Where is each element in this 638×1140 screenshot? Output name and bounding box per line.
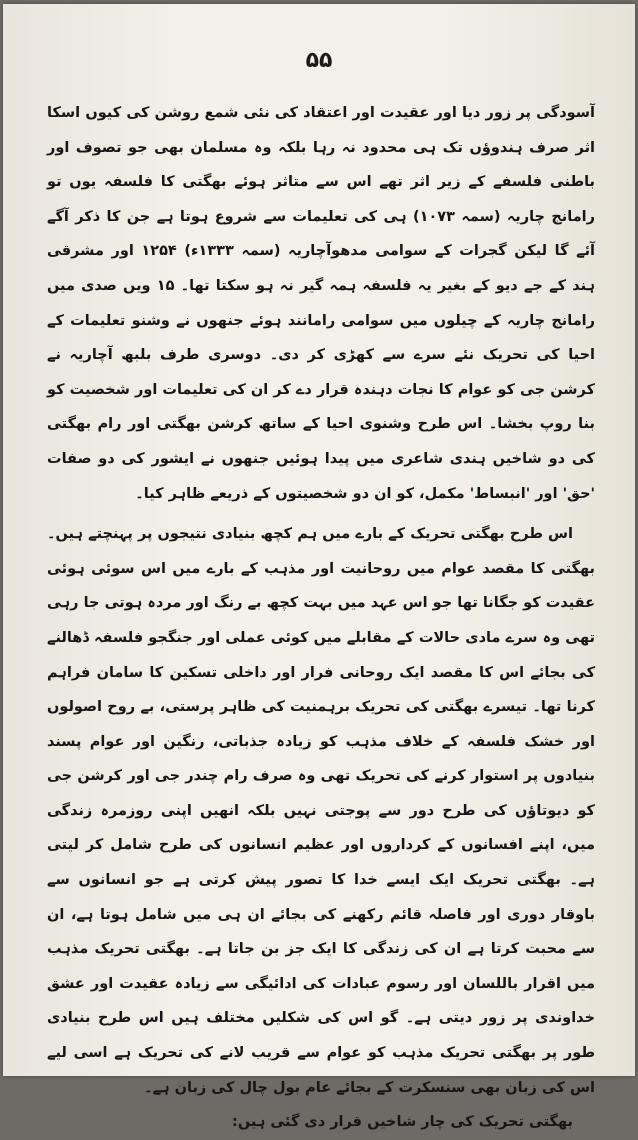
- page-body: [47, 96, 595, 1140]
- page-number: ۵۵: [305, 48, 333, 73]
- paragraph-1: آسودگی پر زور دیا اور عقیدت اور اعتقاد کی نئی شمع روشن کی کیوں اسکا اثر صرف ہندوؤں تک ہی محدود نہ رہا بلکہ وہ مسلمان بھی جو تصوف اور باطنی فلسفے کے زیر اثر تھے اس سے متاثر ہوئے بھگتی کا فلسفہ یوں تو رامانج چاریہ (سمہ ۱۰۷۳) ہی کی تعلیمات سے شروع ہوتا ہے جن کا ذکر آگے آئے گا لیکن گجرات کے سوامی مدھوآچاریہ (سمہ ۱۳۳۳ء) ۱۲۵۴ اور مشرقی ہند کے جے دیو کے بغیر یہ فلسفہ ہمہ گیر نہ ہو سکتا تھا۔ ۱۵ ویں صدی میں رامانج چاریہ کے چیلوں میں سوامی رامانند ہوئے جنھوں نے وشنو تعلیمات کے احیا کی تحریک نئے سرے سے کھڑی کر دی۔ دوسری طرف بلبھ آچاریہ نے کرشن جی کو عوام کا نجات دہندہ قرار دے کر ان کی تعلیمات اور شخصیت کو بنا روپ بخشا۔ اس طرح وشنوی احیا کے ساتھ کرشن بھگتی اور رام بھگتی کی دو شاخیں ہندی شاعری میں پیدا ہوئیں جنھوں نے ایشور کی دو صفات 'حق' اور 'انبساط' مکمل، کو ان دو شخصیتوں کے ذریعے ظاہر کیا۔: [47, 105, 595, 502]
- paragraph-3: بھگتی تحریک کی چار شاخیں قرار دی گئی ہیں:: [232, 1114, 573, 1131]
- book-page: [3, 4, 635, 1131]
- paragraph-2: اس طرح بھگتی تحریک کے بارے میں ہم کچھ بنیادی نتیجوں پر پہنچتے ہیں۔ بھگتی کا مقصد عوام میں روحانیت اور مذہب کے بارے میں اس سوئی ہوئی عقیدت کو جگانا تھا جو اس عہد میں بہت کچھ بے رنگ اور مردہ ہوتی جا رہی تھی وہ سرے مادی حالات کے مقابلے میں کوئی عملی اور جنگجو فلسفہ ڈھالنے کی بجائے اس کا مقصد ایک روحانی فرار اور داخلی تسکین کا سامان فراہم کرنا تھا۔ تیسرے بھگتی کی تحریک برہمنیت کی ظاہر پرستی، بے روح اصولوں اور خشک فلسفہ کے خلاف مذہب کو زیادہ جذباتی، رنگین اور عوام پسند بنیادوں پر استوار کرنے کی تحریک تھی وہ صرف رام چندر جی اور کرشن جی کو دیوتاؤں کی طرح دور سے پوجتی نہیں بلکہ انھیں اپنی روزمرہ زندگی میں، اپنے افسانوں کے کرداروں اور عظیم انسانوں کی طرح شامل کر لیتی ہے۔ بھگتی تحریک ایک ایسے خدا کا تصور پیش کرتی ہے جو انسانوں سے باوقار دوری اور فاصلہ قائم رکھنے کی بجائے ان ہی میں شامل ہوتا ہے، ان سے محبت کرتا ہے ان کی زندگی کا ایک جز بن جاتا ہے۔ بھگتی تحریک مذہب میں اقرار باللسان اور رسوم عبادات کی ادائیگی سے زیادہ عقیدت اور عشق خداوندی پر زور دیتی ہے۔ گو اس کی شکلیں مختلف ہیں اس طرح بنیادی طور پر بھگتی تحریک مذہب کو عوام سے قریب لانے کی تحریک ہے اسی لیے اس کی زبان بھی سنسکرت کے بجائے عام بول چال کی زبان ہے۔: [47, 526, 595, 1096]
